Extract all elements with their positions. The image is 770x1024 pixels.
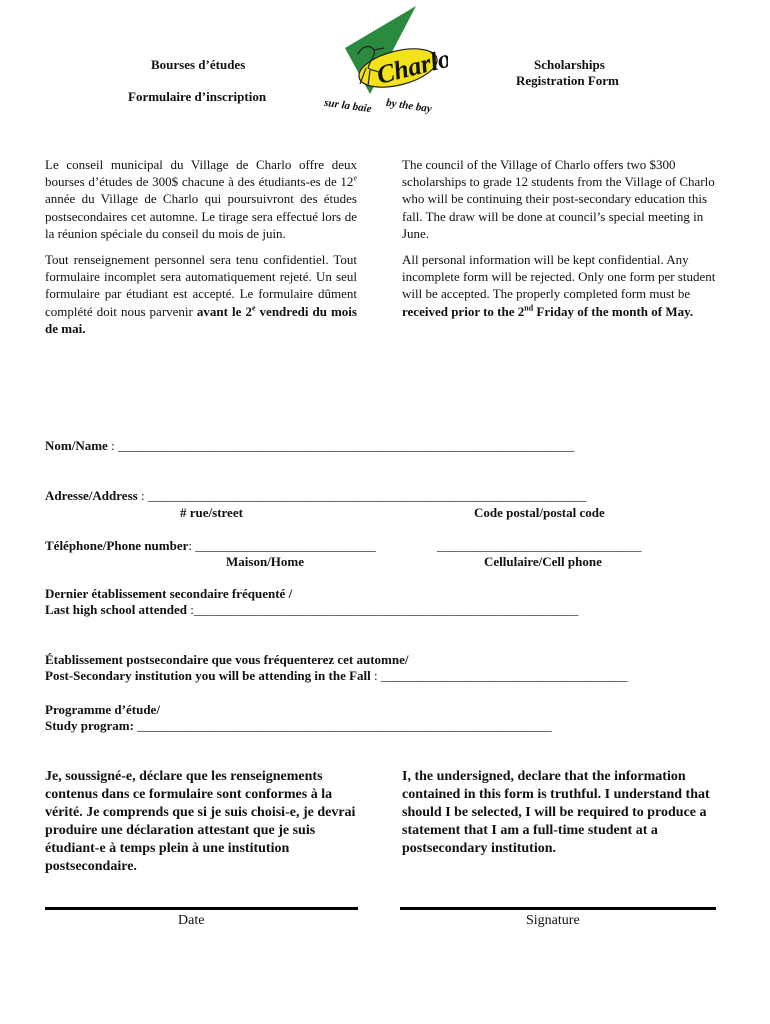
program-field[interactable] xyxy=(45,718,551,734)
home-caption: Maison/Home xyxy=(226,554,304,569)
subtitle-fr: Formulaire d’inscription xyxy=(128,89,267,104)
declaration-fr: Je, soussigné-e, déclare que les renseignements contenus dans ce formulaire sont conformes à la vérité. Je comprends que si je suis choisi-e, je devrai produire une déclaration attestant que je suis étudiant-e à temps plein à une institution postsecondaire. xyxy=(45,769,356,874)
intro-en xyxy=(402,156,717,320)
phone-label: Téléphone/Phone number xyxy=(45,538,189,553)
address-field[interactable]: Adresse/Address : _________________________________________________________________________ xyxy=(45,488,586,503)
phone-field[interactable]: Téléphone/Phone number: ______________________________ xyxy=(45,538,376,553)
address-label: Adresse/Address xyxy=(45,488,138,503)
intro-fr-p2: Tout renseignement personnel sera tenu confidentiel. Tout formulaire incomplet sera automatiquement rejeté. Un seul formulaire par étudiant est accepté. Le formulaire dûment complété doit nous parvenir avant le 2e vendredi du mois de mai. xyxy=(45,252,357,336)
school-field[interactable]: Last high school attended :________________________________________________________________ xyxy=(45,602,578,617)
program-label-en: Study program: xyxy=(45,718,138,733)
postal-caption: Code postal/postal code xyxy=(474,505,605,520)
phone-home-line[interactable]: ______________________________ xyxy=(195,538,376,553)
name-line[interactable]: ____________________________________________________________________________ xyxy=(117,438,574,453)
name-field[interactable]: Nom/Name : ____________________________________________________________________________ xyxy=(45,438,574,453)
post-field[interactable]: Post-Secondary institution you will be attending in the Fall : _________________________________________ xyxy=(45,668,627,683)
date-line[interactable] xyxy=(45,907,358,910)
logo-tagline-fr: sur la baie xyxy=(323,96,373,116)
logo-tagline-en: by the bay xyxy=(385,96,433,116)
signature-label: Signature xyxy=(526,913,580,928)
post-label-fr: Établissement postsecondaire que vous fréquenterez cet automne/ xyxy=(45,652,409,667)
intro-fr xyxy=(45,156,357,337)
phone-cell-field[interactable] xyxy=(437,538,641,554)
post-label-en: Post-Secondary institution you will be attending in the Fall xyxy=(45,668,371,683)
signature-line[interactable] xyxy=(400,907,716,910)
post-line[interactable]: _________________________________________ xyxy=(380,668,627,683)
subtitle-en: Registration Form xyxy=(516,73,619,88)
address-line[interactable]: _________________________________________________________________________ xyxy=(147,488,586,503)
title-fr: Bourses d’études xyxy=(151,57,246,72)
school-line[interactable]: ________________________________________________________________ xyxy=(193,602,578,617)
program-label-fr: Programme d’étude/ xyxy=(45,702,160,717)
street-caption: # rue/street xyxy=(180,505,243,520)
name-label: Nom/Name xyxy=(45,438,108,453)
cell-caption: Cellulaire/Cell phone xyxy=(484,554,602,569)
intro-en-p1: The council of the Village of Charlo offers two $300 scholarships to grade 12 students from the Village of Charlo who will be continuing their post-secondary education this fall. The draw will be done at council’s special meeting in June. xyxy=(402,157,715,241)
date-label: Date xyxy=(178,913,205,928)
phone-cell-line[interactable]: __________________________________ xyxy=(437,538,641,553)
logo-tagline xyxy=(322,98,442,122)
school-label-fr: Dernier établissement secondaire fréquenté / xyxy=(45,586,293,601)
declaration-en: I, the undersigned, declare that the information contained in this form is truthful. I understand that should I be selected, I will be required to produce a statement that I am a full-time student at a postsecondary institution. xyxy=(402,769,710,856)
school-label-en: Last high school attended xyxy=(45,602,187,617)
intro-en-p2: All personal information will be kept confidential. Any incomplete form will be rejected. Only one form per student will be accepted. The properly completed form must be received prior to the 2nd Friday of the month of May. xyxy=(402,252,716,319)
logo-name: Charlo xyxy=(373,43,448,90)
title-en: Scholarships xyxy=(534,57,605,72)
program-line[interactable]: _____________________________________________________________________ xyxy=(137,718,552,733)
intro-fr-p1: Le conseil municipal du Village de Charlo offre deux bourses d’études de 300$ chacune à des étudiants-es de 12e année du Village de Charlo qui poursuivront des études postsecondaires cet automne. Le tirage sera effectué lors de la réunion spéciale du conseil du mois de juin. xyxy=(45,157,357,241)
